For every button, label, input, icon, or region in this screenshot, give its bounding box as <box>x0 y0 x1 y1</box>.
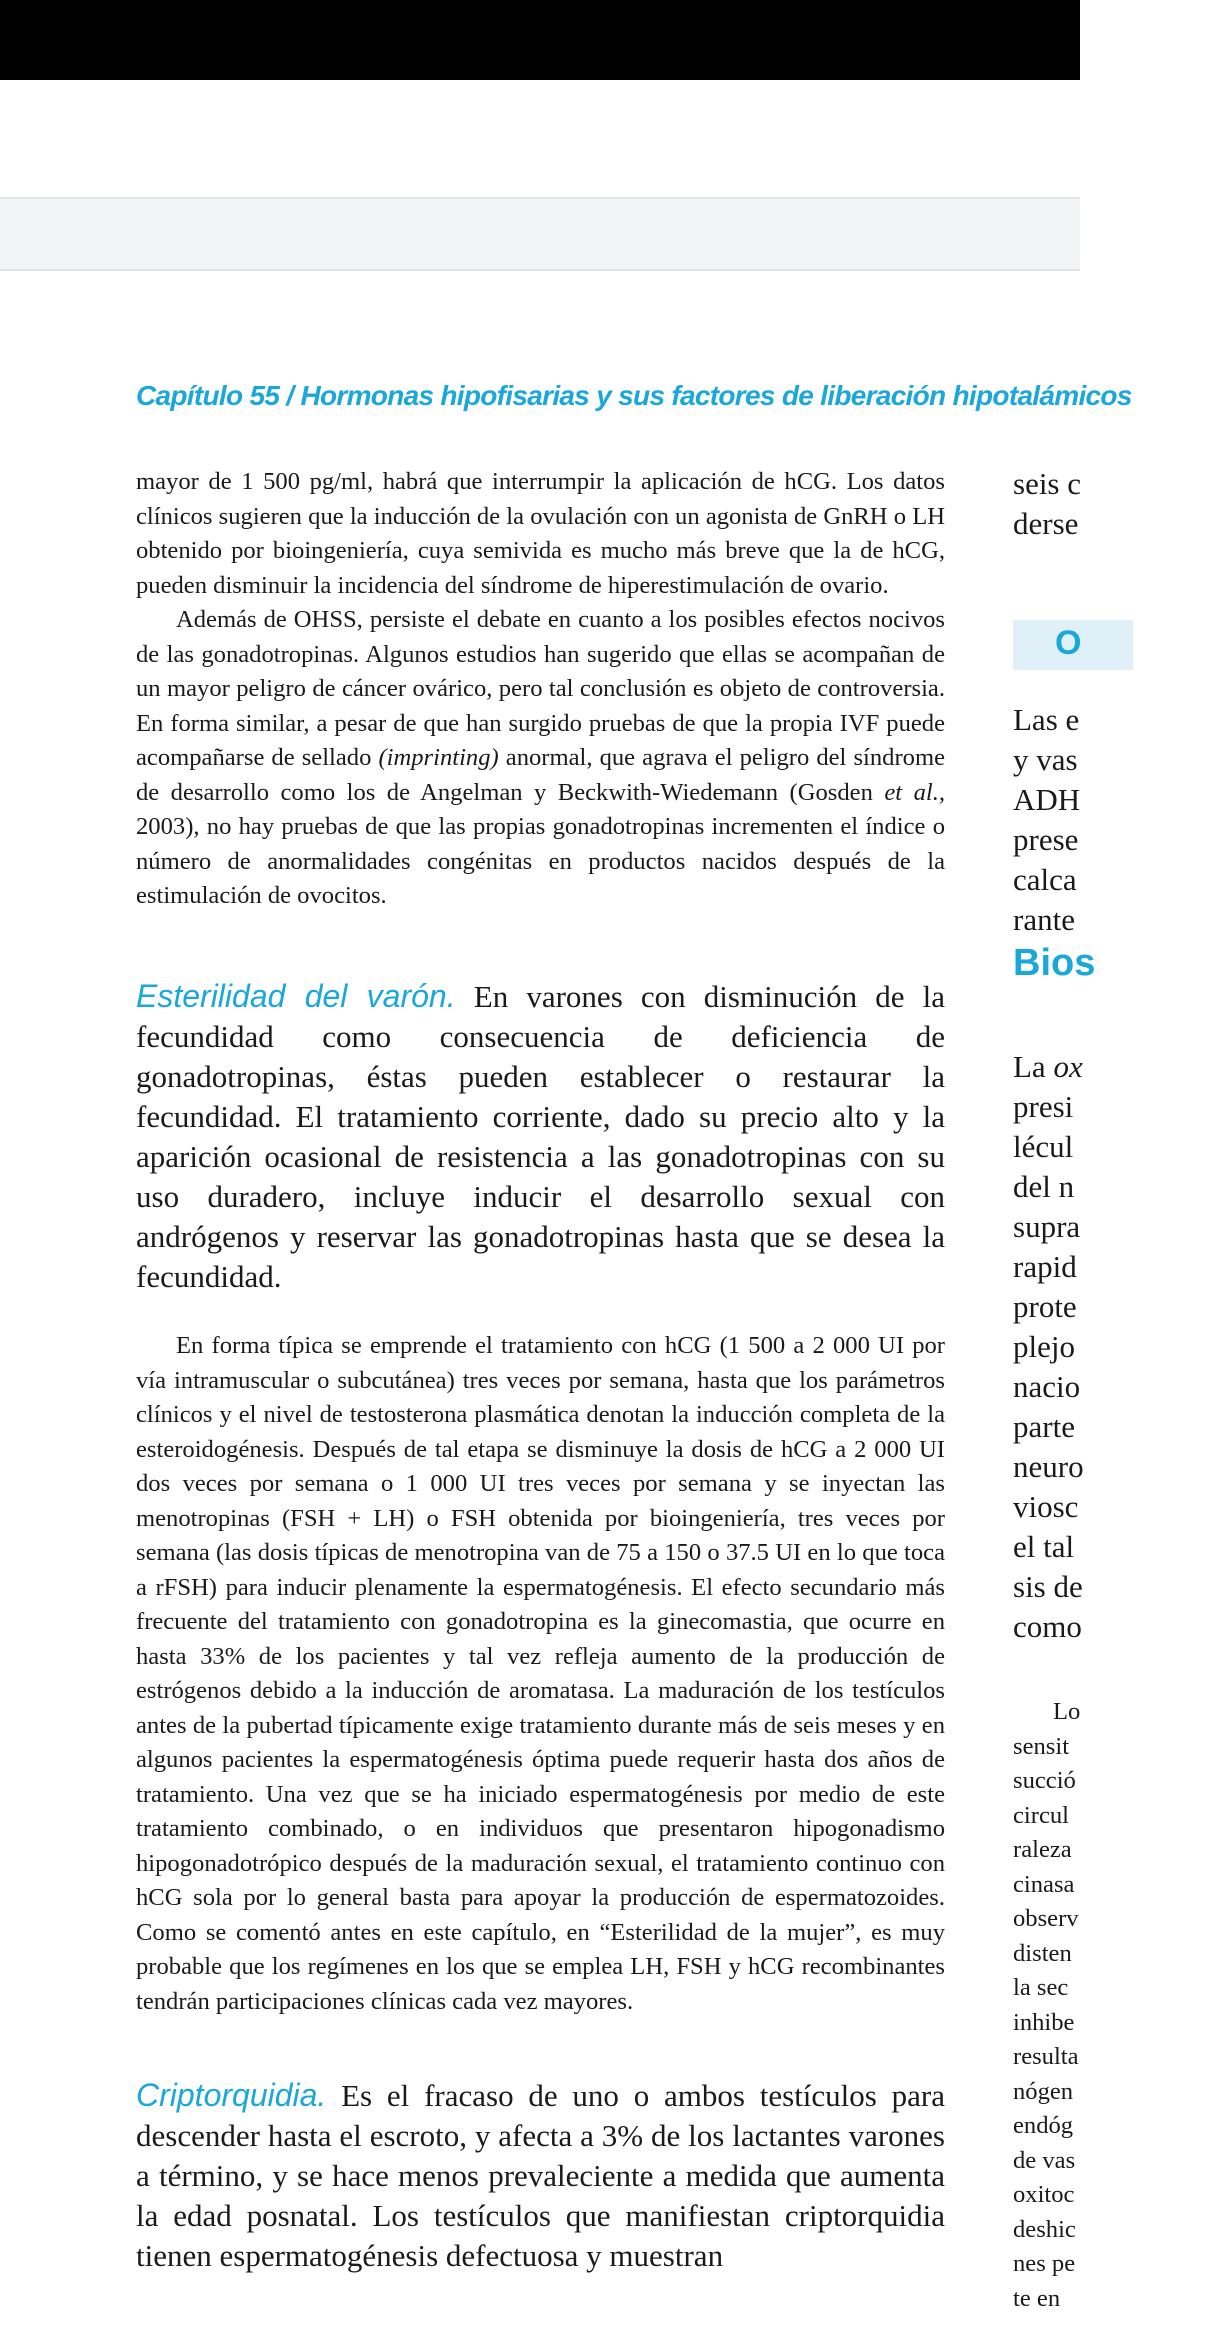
right-line: la sec <box>1013 1974 1069 2001</box>
esterilidad-heading: Esterilidad del varón. <box>136 978 456 1014</box>
right-line: ADH <box>1013 782 1081 817</box>
right-column-block-2 <box>1013 1047 1213 1647</box>
right-line: nes pe <box>1013 2250 1076 2277</box>
right-line: oxitoc <box>1013 2181 1075 2208</box>
right-line: de vas <box>1013 2146 1076 2174</box>
right-line: seis c <box>1013 466 1082 501</box>
app-toolbar <box>0 80 1080 199</box>
right-line: endóg <box>1013 2112 1074 2139</box>
right-line: supra <box>1013 1209 1081 1244</box>
running-head: Capítulo 55 / Hormonas hipofisarias y sus factores de liberación hipotalámicos <box>136 380 1132 411</box>
right-line: cinasa <box>1013 1870 1075 1898</box>
right-line: derse <box>1013 506 1079 541</box>
right-line: prote <box>1013 1289 1077 1324</box>
right-line: disten <box>1013 1939 1072 1967</box>
right-line: como <box>1013 1609 1082 1644</box>
left-column <box>136 465 945 914</box>
right-line: viosc <box>1013 1489 1079 1524</box>
right-line: calca <box>1013 862 1077 897</box>
right-line: rapid <box>1013 1249 1077 1284</box>
right-line: inhibe <box>1013 2008 1075 2036</box>
esterilidad-paragraph: Esterilidad del varón. En varones con disminución de la fecundidad como consecuencia de deficiencia de gonadotropinas, éstas pueden establecer o restaurar la fecundidad. El tratamiento corriente, dado su precio alto y la aparición ocasional de resistencia a las gonadotropinas con su uso duradero, incluye inducir el desarrollo sexual con andrógenos y reservar las gonadotropinas hasta que se desea la fecundidad. <box>136 978 945 1294</box>
right-line: sensit <box>1013 1732 1070 1760</box>
right-line: La ox <box>1013 1049 1083 1084</box>
right-line: del n <box>1013 1169 1075 1204</box>
right-line: Las e <box>1013 702 1080 737</box>
right-line: presi <box>1013 1089 1074 1124</box>
right-line: parte <box>1013 1409 1075 1444</box>
paragraph-3: En forma típica se emprende el tratamiento con hCG (1 500 a 2 000 UI por vía intramuscular o subcutánea) tres veces por semana, hasta que los parámetros clínicos y el nivel de testosterona plasmática denotan la inducción completa de la esteroidogénesis. Después de tal etapa se disminuye la dosis de hCG a 2 000 UI dos veces por semana o 1 000 UI tres veces por semana y se inyectan las menotropinas (FSH + LH) o FSH obtenida por bioingeniería, tres veces por semana (las dosis típicas de menotropina van de 75 a 150 o 37.5 UI en lo que toca a rFSH) para inducir plenamente la espermatogénesis. El efecto secundario más frecuente del tratamiento con gonadotropina es la ginecomastia, que ocurre en hasta 33% de los pacientes y tal vez refleja aumento de la producción de estrógenos debido a la inducción de aromatasa. La maduración de los testículos antes de la pubertad típicamente exige tratamiento durante más de seis meses y en algunos pacientes la espermatogénesis óptima puede requerir hasta dos años de tratamiento. Una vez que se ha iniciado espermatogénesis por medio de este tratamiento combinado, o en individuos que presentaron hipogonadismo hipogonadotrópico después de la maduración sexual, el tratamiento continuo con hCG sola por lo general basta para apoyar la producción de espermatozoides. Como se comentó antes en este capítulo, en “Esterilidad de la mujer”, es muy probable que los regímenes en los que se emplea LH, FSH y hCG recombinantes tendrán participaciones clínicas cada vez mayores. <box>136 1332 945 2015</box>
right-line: deshic <box>1013 2215 1076 2243</box>
right-line: neuro <box>1013 1449 1084 1484</box>
paragraph-1: mayor de 1 500 pg/ml, habrá que interrumpir la aplicación de hCG. Los datos clínicos sugieren que la inducción de la ovulación con un agonista de GnRH o LH obtenido por bioingeniería, cuya semivida es mucho más breve que la de hCG, pueden disminuir la incidencia del síndrome de hiperestimulación de ovario. <box>136 468 945 599</box>
right-line: observ <box>1013 1905 1079 1932</box>
right-column-block-1 <box>1013 700 1213 940</box>
status-bar <box>0 0 1080 80</box>
right-line: Lo <box>1053 1698 1081 1725</box>
criptorquidia-paragraph: Criptorquidia. Es el fracaso de uno o ambos testículos para descender hasta el escroto, y afecta a 3% de los lactantes varones a término, y se hace menos prevaleciente a medida que aumenta la edad posnatal. Los testículos que manifiestan criptorquidia tienen espermatogénesis defectuosa y muestran <box>136 2077 945 2273</box>
right-line: prese <box>1013 822 1079 857</box>
right-line: rante <box>1013 902 1075 937</box>
right-box-letter: O <box>1055 624 1082 662</box>
right-line: circul <box>1013 1801 1069 1829</box>
right-section-box <box>1013 620 1133 670</box>
right-column-top <box>1013 464 1213 544</box>
right-line: resulta <box>1013 2043 1079 2070</box>
right-line: el tal <box>1013 1529 1075 1564</box>
reader-toolbar <box>0 199 1080 271</box>
right-section-title: Bios <box>1013 942 1096 984</box>
right-line: raleza <box>1013 1836 1072 1863</box>
right-line: succió <box>1013 1767 1076 1794</box>
right-line: nógen <box>1013 2077 1074 2105</box>
paragraph-2: Además de OHSS, persiste el debate en cuanto a los posibles efectos nocivos de las gonadotropinas. Algunos estudios han sugerido que ellas se acompañan de un mayor peligro de cáncer ovárico, pero tal conclusión es objeto de controversia. En forma similar, a pesar de que han surgido pruebas de que la propia IVF puede acompañarse de sellado (imprinting) anormal, que agrava el peligro del síndrome de desarrollo como los de Angelman y Beckwith-Wiedemann (Gosden et al., 2003), no hay pruebas de que las propias gonadotropinas incrementen el índice o número de anormalidades congénitas en productos nacidos después de la estimulación de ovocitos. <box>136 606 945 909</box>
right-column-block-3 <box>1013 1695 1213 2316</box>
section-esterilidad-varon <box>136 976 945 1297</box>
right-line: lécul <box>1013 1129 1074 1164</box>
right-line: te en <box>1013 2284 1061 2312</box>
criptorquidia-heading: Criptorquidia. <box>136 2077 327 2113</box>
treatment-block <box>136 1329 945 2019</box>
right-line: sis de <box>1013 1569 1083 1604</box>
right-line: plejo <box>1013 1329 1075 1364</box>
right-line: y vas <box>1013 742 1078 777</box>
right-line: nacio <box>1013 1369 1081 1404</box>
section-criptorquidia <box>136 2075 945 2276</box>
